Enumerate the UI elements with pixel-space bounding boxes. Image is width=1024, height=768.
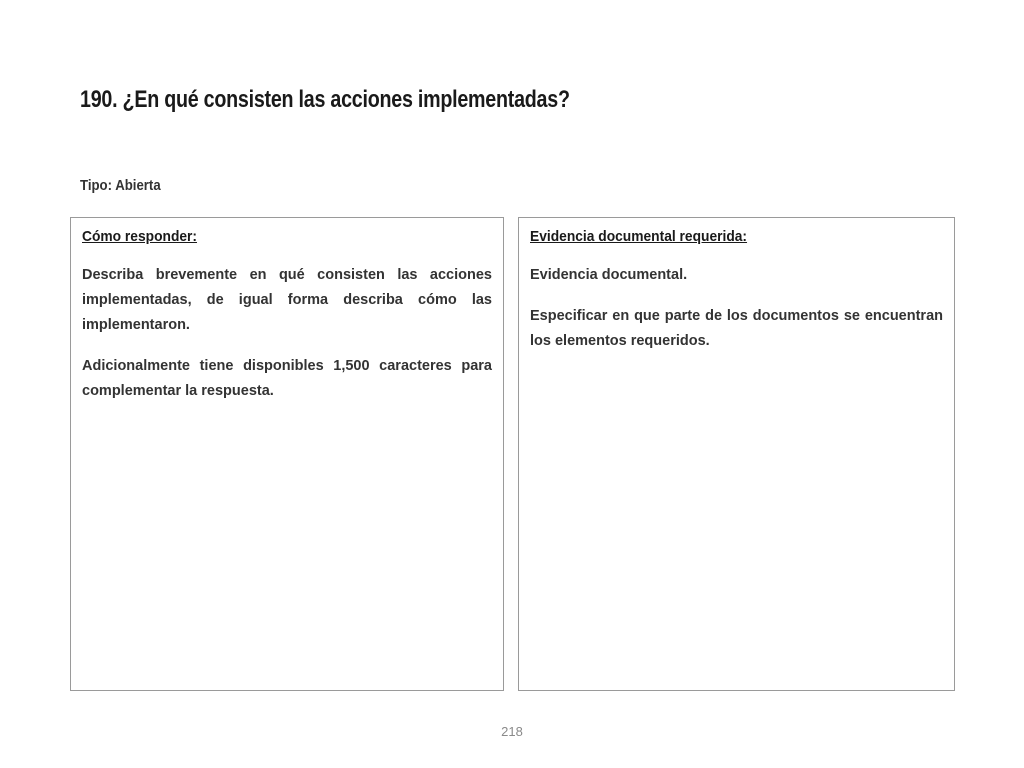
how-to-answer-paragraph: Adicionalmente tiene disponibles 1,500 caracteres para complementar la respuesta. <box>82 358 492 399</box>
how-to-answer-paragraph: Describa brevemente en qué consisten las acciones implementadas, de igual forma describa cómo las implementaron. <box>82 267 492 333</box>
required-evidence-heading: Evidencia documental requerida: <box>530 228 748 245</box>
page-number: 218 <box>501 724 523 739</box>
required-evidence-paragraph: Evidencia documental. <box>530 267 688 283</box>
required-evidence-box <box>518 217 955 691</box>
how-to-answer-box <box>70 217 504 691</box>
required-evidence-paragraph: Especificar en que parte de los documentos se encuentran los elementos requeridos. <box>530 308 943 349</box>
question-title: 190. ¿En qué consisten las acciones implementadas? <box>80 86 570 113</box>
how-to-answer-heading: Cómo responder: <box>82 228 198 245</box>
question-type: Tipo: Abierta <box>80 177 161 194</box>
